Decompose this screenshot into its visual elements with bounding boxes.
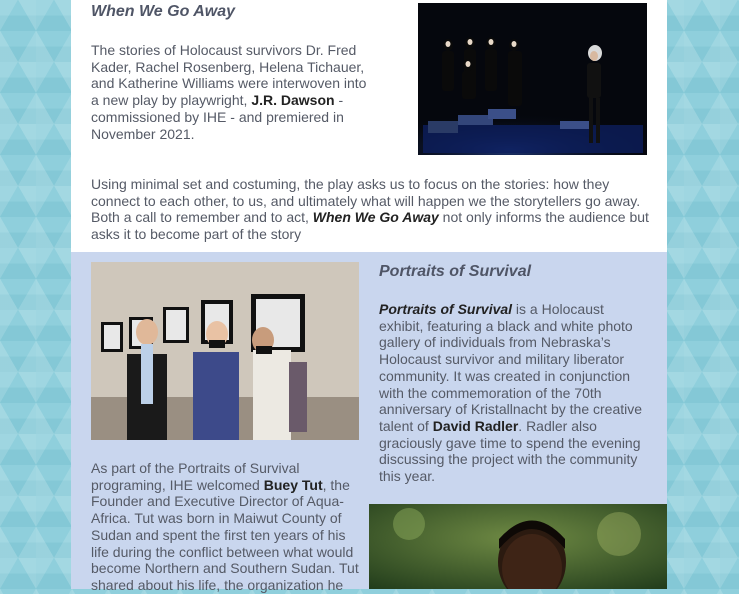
newsletter-column bbox=[71, 0, 667, 593]
portrait-image bbox=[369, 504, 667, 589]
play-stage-photo bbox=[418, 3, 647, 155]
playwright-name: J.R. Dawson bbox=[251, 92, 335, 109]
exhibit-description: Portraits of Survival is a Holocaust exhibit, featuring a black and white photo gallery of individuals from Nebraska’s Holocaust survivor and military liberator community. It was created in conjunction with the commemoration of the 70th anniversary of Kristallnacht by the creative talent of David Radler. Radler also graciously gave time to spend the evening discussing the project with the community this year. bbox=[379, 301, 643, 485]
play-title-emphasis: When We Go Away bbox=[312, 209, 439, 226]
body-paragraph: Using minimal set and costuming, the play asks us to focus on the stories: how they connect to each other, to us, and ultimately what will happen we the storytellers go away. Both a call to remember and to act, When We Go Away not only informs the audience but asks it to become part of the story bbox=[91, 176, 649, 243]
section-title: Portraits of Survival bbox=[379, 263, 532, 280]
section-portraits-of-survival bbox=[71, 252, 667, 593]
guest-name: Buey Tut bbox=[263, 476, 323, 493]
buey-tut-paragraph: As part of the Portraits of Survival programing, IHE welcomed Buey Tut, the Founder and Executive Director of Aqua-Africa. Tut was born in Maiwut County of Sudan and spent the first ten years of his life during the conflict between what would become Northern and Southern Sudan. Tut shared about his life, the organization he bbox=[91, 460, 359, 593]
section-title: When We Go Away bbox=[91, 3, 236, 20]
section-when-we-go-away bbox=[71, 0, 667, 252]
photographer-name: David Radler bbox=[432, 417, 519, 434]
buey-tut-portrait bbox=[369, 504, 667, 589]
exhibit-image bbox=[91, 262, 359, 440]
exhibit-name-emphasis: Portraits of Survival bbox=[379, 301, 513, 317]
exhibit-photo bbox=[91, 262, 359, 440]
stage-image bbox=[418, 3, 647, 155]
intro-paragraph: The stories of Holocaust survivors Dr. Fred Kader, Rachel Rosenberg, Helena Tichauer, and Katherine Williams were interwoven into a new play by playwright, J.R. Dawson - commissioned by IHE - and premiered in November 2021. bbox=[91, 42, 367, 142]
